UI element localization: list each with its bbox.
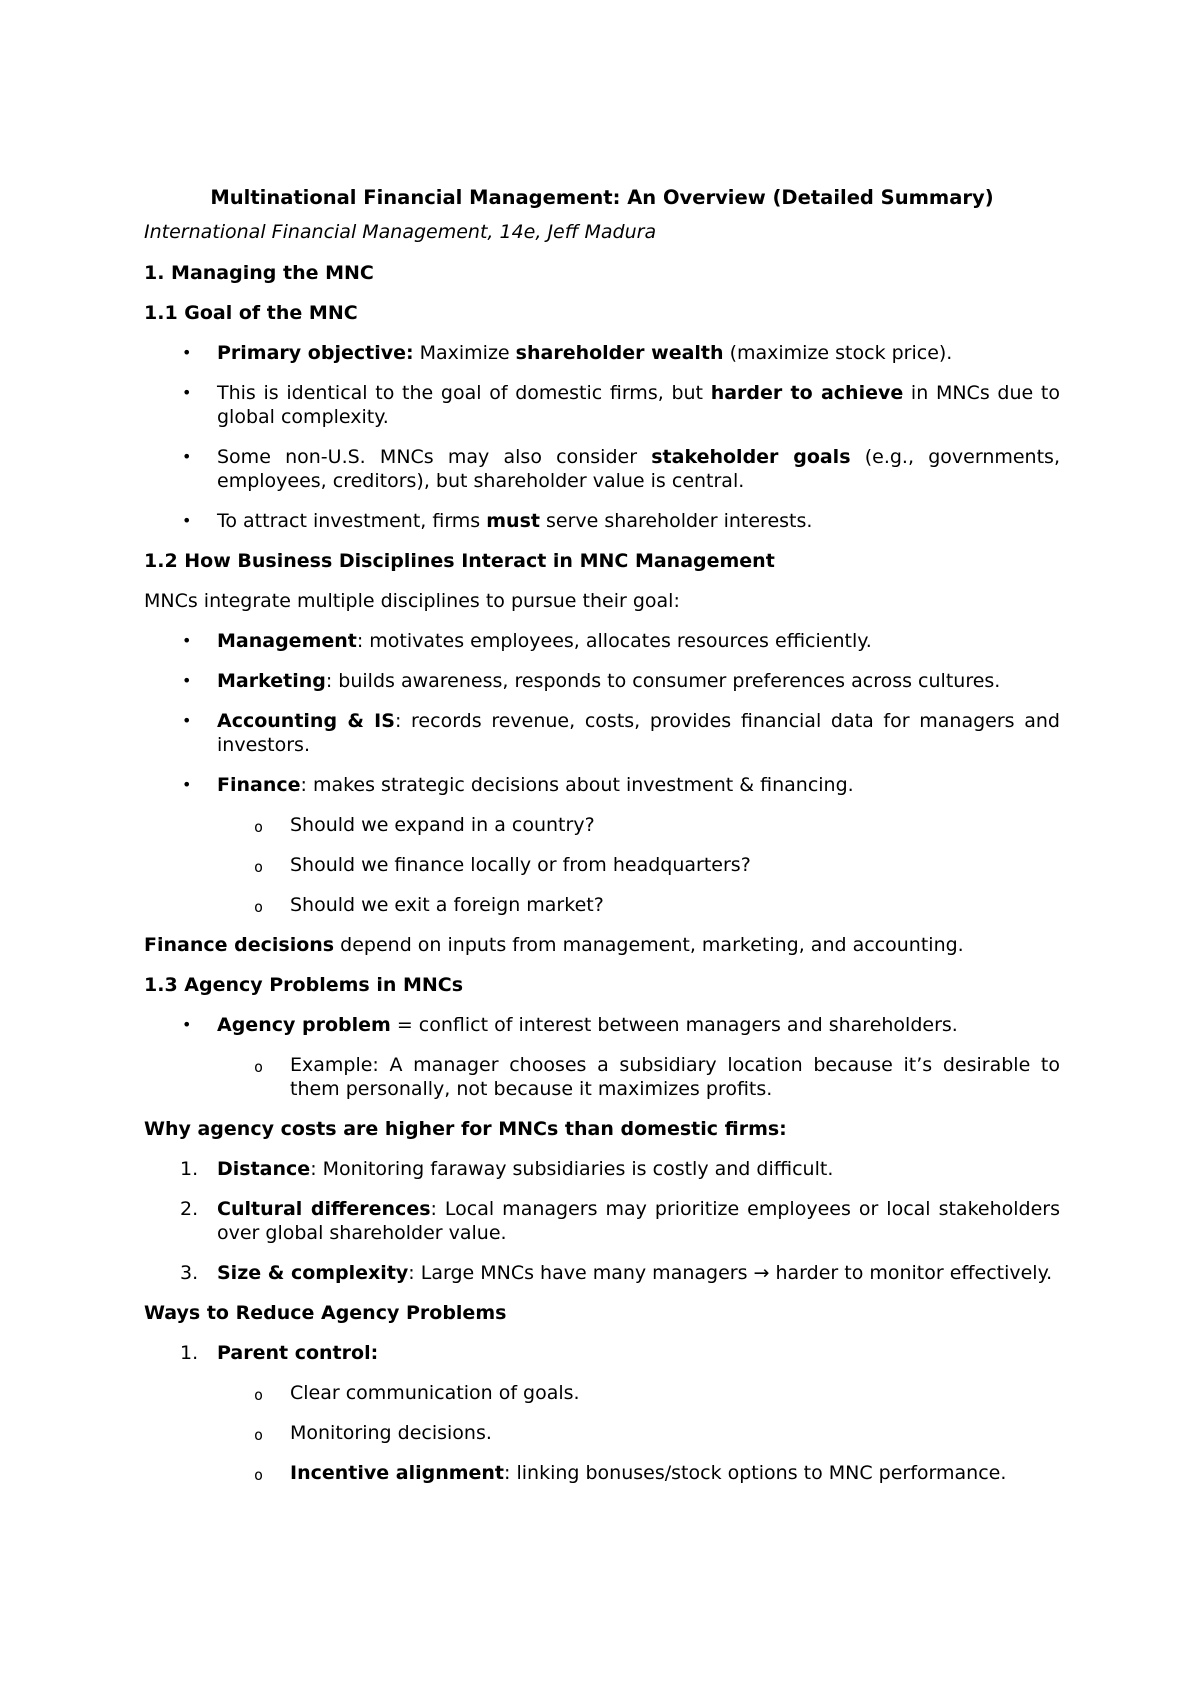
document-subtitle: International Financial Management, 14e, Jeff Madura	[144, 221, 657, 243]
number-marker: 1.	[180, 1158, 199, 1180]
why-agency-heading: Why agency costs are higher for MNCs than domestic firms:	[144, 1118, 787, 1140]
sub-list-item: o Should we exit a foreign market?	[144, 885, 1060, 925]
number-marker: 1.	[180, 1342, 199, 1364]
sub-bullet-marker: o	[254, 1386, 264, 1404]
disciplines-bullet-list	[144, 621, 1060, 805]
list-item: • Finance: makes strategic decisions about investment & financing.	[182, 774, 854, 796]
finance-decisions-paragraph: Finance decisions depend on inputs from management, marketing, and accounting.	[144, 934, 964, 956]
bullet-marker: •	[182, 447, 192, 466]
number-marker: 3.	[180, 1262, 199, 1284]
bullet-marker: •	[182, 711, 192, 730]
sub-list-item: o Monitoring decisions.	[144, 1413, 1060, 1453]
sub-bullet-marker: o	[254, 1466, 264, 1484]
bullet-marker: •	[182, 383, 192, 402]
section-heading-goal: 1.1 Goal of the MNC	[144, 302, 358, 324]
sub-list-item: o Incentive alignment: linking bonuses/stock options to MNC performance.	[144, 1453, 1060, 1493]
sub-bullet-marker: o	[254, 898, 264, 916]
bullet-marker: •	[182, 671, 192, 690]
section-heading-agency: 1.3 Agency Problems in MNCs	[144, 974, 464, 996]
list-item: • Management: motivates employees, allocates resources efficiently.	[182, 630, 872, 652]
parent-control-sub-list	[144, 1373, 1060, 1493]
reduce-agency-list	[144, 1333, 1060, 1373]
goal-bullet-list	[144, 333, 1060, 541]
disciplines-intro: MNCs integrate multiple disciplines to pursue their goal:	[144, 590, 680, 612]
document-title: Multinational Financial Management: An Overview (Detailed Summary)	[210, 186, 994, 209]
sub-bullet-marker: o	[254, 858, 264, 876]
numbered-item: 3. Size & complexity: Large MNCs have many managers → harder to monitor effectively.	[180, 1262, 1053, 1284]
list-item: • Agency problem = conflict of interest between managers and shareholders.	[182, 1014, 958, 1036]
list-item: • Accounting & IS: records revenue, costs, provides financial data for managers and investors.	[182, 710, 1060, 756]
list-item: • Some non-U.S. MNCs may also consider stakeholder goals (e.g., governments, employees, creditors), but shareholder value is central.	[182, 446, 1060, 492]
agency-example-list	[144, 1045, 1060, 1109]
sub-list-item: o Should we expand in a country?	[144, 805, 1060, 845]
list-item: • To attract investment, firms must serve shareholder interests.	[182, 510, 813, 532]
section-heading-disciplines: 1.2 How Business Disciplines Interact in MNC Management	[144, 550, 775, 572]
bullet-marker: •	[182, 631, 192, 650]
numbered-item: 2. Cultural differences: Local managers may prioritize employees or local stakeholders over global shareholder value.	[180, 1198, 1060, 1244]
sub-list-item: o Clear communication of goals.	[144, 1373, 1060, 1413]
finance-sub-list	[144, 805, 1060, 925]
sub-list-item: o Should we finance locally or from headquarters?	[144, 845, 1060, 885]
why-agency-list	[144, 1149, 1060, 1293]
bullet-marker: •	[182, 1015, 192, 1034]
document-page	[144, 181, 1060, 1493]
sub-list-item: o Example: A manager chooses a subsidiary location because it’s desirable to them personally, not because it maximizes profits.	[254, 1054, 1060, 1100]
reduce-agency-heading: Ways to Reduce Agency Problems	[144, 1302, 507, 1324]
sub-bullet-marker: o	[254, 1426, 264, 1444]
bullet-marker: •	[182, 343, 192, 362]
number-marker: 2.	[180, 1198, 199, 1220]
agency-bullet-list	[144, 1005, 1060, 1045]
numbered-item: 1. Parent control:	[180, 1342, 379, 1364]
numbered-item: 1. Distance: Monitoring faraway subsidiaries is costly and difficult.	[180, 1158, 834, 1180]
list-item: • This is identical to the goal of domestic firms, but harder to achieve in MNCs due to global complexity.	[182, 382, 1060, 428]
sub-bullet-marker: o	[254, 1058, 264, 1076]
list-item: • Marketing: builds awareness, responds to consumer preferences across cultures.	[182, 670, 1001, 692]
list-item: • Primary objective: Maximize shareholder wealth (maximize stock price).	[182, 342, 953, 364]
bullet-marker: •	[182, 511, 192, 530]
sub-bullet-marker: o	[254, 818, 264, 836]
section-heading-managing-mnc: 1. Managing the MNC	[144, 262, 374, 284]
bullet-marker: •	[182, 775, 192, 794]
